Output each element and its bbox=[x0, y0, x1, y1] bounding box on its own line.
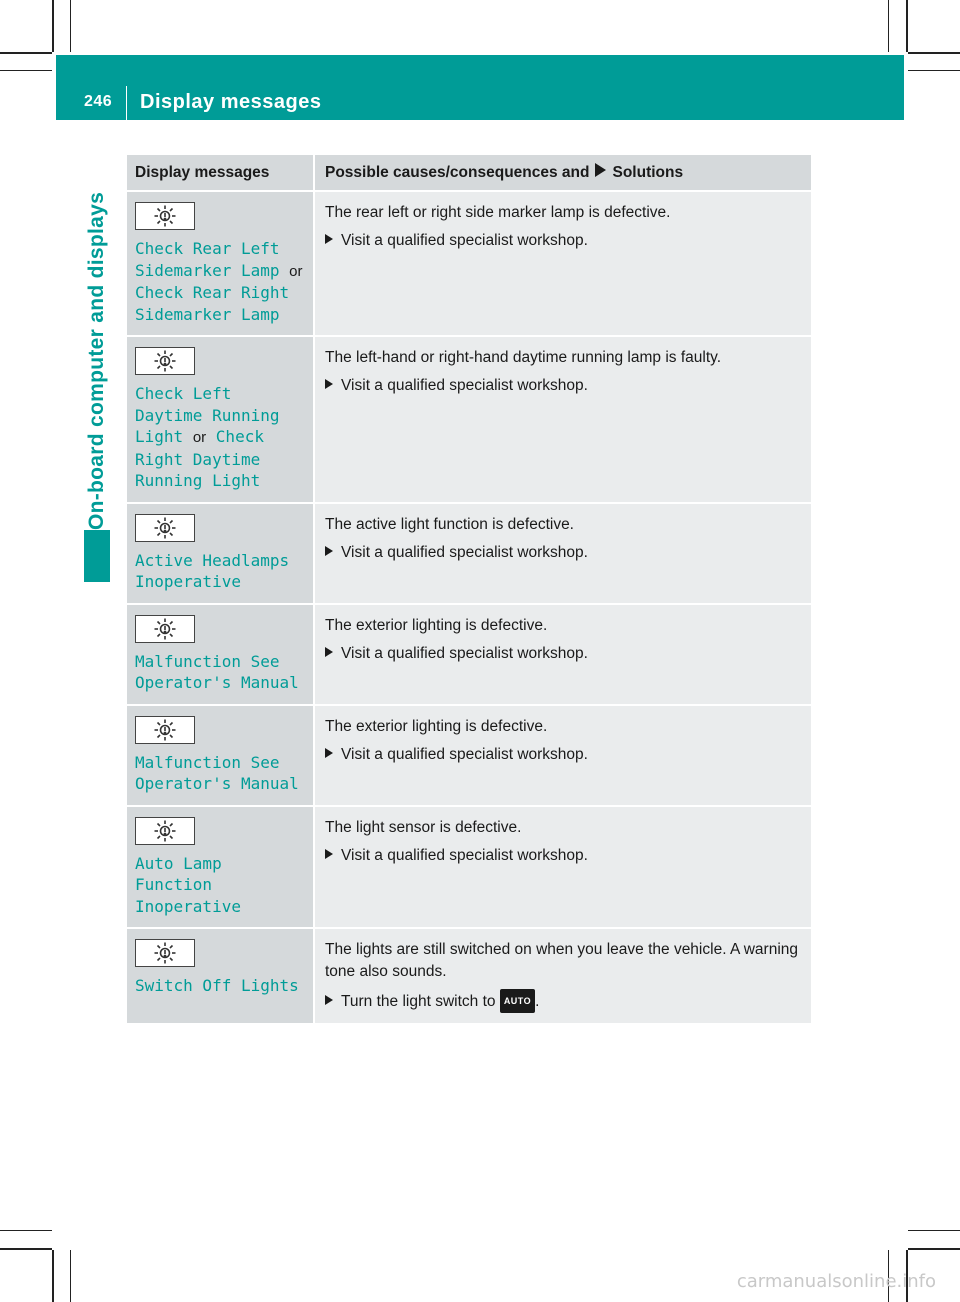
crop-mark bbox=[52, 1250, 54, 1302]
action-text-body: Visit a qualified specialist workshop. bbox=[341, 644, 588, 662]
message-text bbox=[135, 383, 305, 492]
table-row bbox=[127, 604, 811, 705]
display-message-cell bbox=[127, 604, 314, 705]
solution-cell bbox=[314, 806, 811, 929]
message-text bbox=[135, 752, 305, 795]
display-message-cell bbox=[127, 191, 314, 336]
solution-cell bbox=[314, 191, 811, 336]
col-header-display-messages: Display messages bbox=[127, 155, 314, 191]
action-text bbox=[325, 542, 803, 564]
auto-switch-icon: AUTO bbox=[500, 989, 535, 1013]
arrow-right-icon bbox=[325, 546, 333, 556]
message-text-a: Active Headlamps Inoperative bbox=[135, 550, 290, 591]
cause-text: The exterior lighting is defective. bbox=[325, 616, 548, 634]
crop-mark bbox=[0, 70, 52, 71]
crop-mark bbox=[908, 52, 960, 54]
crop-mark bbox=[0, 52, 52, 54]
crop-mark bbox=[906, 0, 908, 52]
col-header-causes-text: Possible causes/consequences and bbox=[325, 164, 590, 181]
action-text-before: Turn the light switch to bbox=[341, 993, 496, 1010]
solution-cell bbox=[314, 336, 811, 503]
action-text-body: Visit a qualified specialist workshop. bbox=[341, 846, 588, 864]
crop-mark bbox=[0, 1248, 52, 1250]
table-row bbox=[127, 928, 811, 1024]
message-text-a: Malfunction See Operator's Manual bbox=[135, 651, 299, 692]
message-text-b: Check Right Daytime Running Light bbox=[135, 427, 264, 490]
arrow-right-icon bbox=[325, 748, 333, 758]
message-connector: or bbox=[192, 429, 207, 446]
side-tab-label: On-board computer and displays bbox=[85, 191, 108, 530]
action-text bbox=[325, 643, 803, 665]
col-header-solutions-text: Solutions bbox=[612, 164, 684, 181]
cause-text: The left-hand or right-hand daytime running lamp is faulty. bbox=[325, 349, 722, 366]
col-header-solutions bbox=[314, 155, 811, 191]
table-row bbox=[127, 705, 811, 806]
message-text bbox=[135, 550, 305, 593]
arrow-right-icon bbox=[325, 234, 333, 244]
watermark: carmanualsonline.info bbox=[736, 1271, 936, 1292]
table-row bbox=[127, 191, 811, 336]
message-text-a: Auto Lamp Function Inoperative bbox=[135, 853, 241, 916]
crop-mark bbox=[908, 1248, 960, 1250]
cause-text: The active light function is defective. bbox=[325, 515, 574, 533]
action-text bbox=[325, 744, 803, 766]
table-row bbox=[127, 806, 811, 929]
cause-text: The exterior lighting is defective. bbox=[325, 717, 548, 735]
exterior-light-warning-icon bbox=[135, 939, 195, 967]
exterior-light-warning-icon bbox=[135, 615, 195, 643]
action-text bbox=[325, 230, 803, 252]
solution-cell bbox=[314, 705, 811, 806]
crop-mark bbox=[52, 0, 54, 52]
cause-text: The rear left or right side marker lamp is defective. bbox=[325, 204, 671, 221]
header-divider bbox=[126, 86, 127, 120]
display-message-cell bbox=[127, 336, 314, 503]
page-number: 246 bbox=[84, 93, 113, 110]
crop-mark bbox=[908, 70, 960, 71]
table-row bbox=[127, 503, 811, 604]
action-text-body: Visit a qualified specialist workshop. bbox=[341, 377, 588, 394]
display-message-cell bbox=[127, 806, 314, 929]
side-tab-marker bbox=[84, 530, 110, 582]
display-message-cell bbox=[127, 705, 314, 806]
action-text bbox=[325, 989, 803, 1013]
crop-mark bbox=[908, 1230, 960, 1231]
message-text-a: Malfunction See Operator's Manual bbox=[135, 752, 299, 793]
crop-mark bbox=[70, 1250, 71, 1302]
crop-mark bbox=[70, 0, 71, 52]
cause-text: The light sensor is defective. bbox=[325, 818, 522, 836]
solution-cell bbox=[314, 503, 811, 604]
message-connector: or bbox=[289, 262, 303, 280]
arrow-right-icon bbox=[595, 163, 606, 177]
table-row bbox=[127, 336, 811, 503]
message-text-a: Check Rear Left Sidemarker Lamp bbox=[135, 239, 280, 280]
crop-mark bbox=[0, 1230, 52, 1231]
exterior-light-warning-icon bbox=[135, 817, 195, 845]
message-text-b: Check Rear Right Sidemarker Lamp bbox=[135, 283, 290, 324]
arrow-right-icon bbox=[325, 849, 333, 859]
exterior-light-warning-icon bbox=[135, 716, 195, 744]
action-text bbox=[325, 375, 803, 397]
display-message-cell bbox=[127, 928, 314, 1024]
action-text bbox=[325, 845, 803, 867]
message-text bbox=[135, 975, 305, 997]
message-text bbox=[135, 853, 305, 918]
display-messages-table bbox=[127, 155, 811, 1025]
crop-mark bbox=[888, 0, 889, 52]
solution-cell bbox=[314, 928, 811, 1024]
exterior-light-warning-icon bbox=[135, 347, 195, 375]
exterior-light-warning-icon bbox=[135, 514, 195, 542]
message-text bbox=[135, 238, 305, 325]
message-text bbox=[135, 651, 305, 694]
action-text-body: Visit a qualified specialist workshop. bbox=[341, 745, 588, 763]
action-text-body: Visit a qualified specialist workshop. bbox=[341, 232, 588, 249]
cause-text: The lights are still switched on when you leave the vehicle. A warning tone also sounds. bbox=[325, 941, 799, 980]
exterior-light-warning-icon bbox=[135, 202, 195, 230]
message-text-a: Switch Off Lights bbox=[135, 976, 299, 995]
action-text-body: Visit a qualified specialist workshop. bbox=[341, 543, 588, 561]
arrow-right-icon bbox=[325, 379, 333, 389]
display-message-cell bbox=[127, 503, 314, 604]
section-title: Display messages bbox=[140, 91, 322, 113]
message-text-a: Check Left Daytime Running Light bbox=[135, 384, 280, 446]
arrow-right-icon bbox=[325, 995, 333, 1005]
action-text-after: . bbox=[535, 993, 540, 1010]
arrow-right-icon bbox=[325, 647, 333, 657]
table-header-row bbox=[127, 155, 811, 191]
solution-cell bbox=[314, 604, 811, 705]
